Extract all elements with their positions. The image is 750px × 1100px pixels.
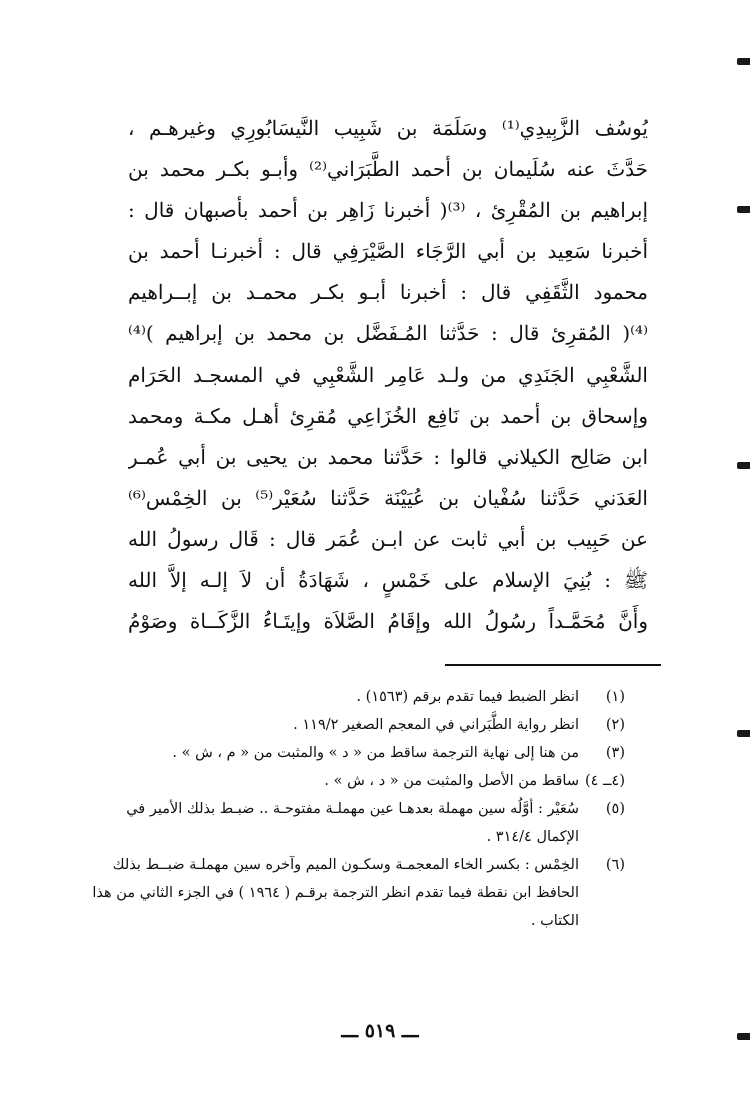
text-line: حَدَّثَ عنه سُلَيمان بن أحمد الطَّبَرَاني⁽²⁾ وأبـو بكـر محمد بن — [128, 157, 648, 182]
main-text — [128, 108, 648, 642]
footnote-text — [95, 683, 579, 711]
footnote-line: الكتاب . — [530, 913, 579, 929]
edge-mark — [737, 206, 750, 213]
footnote-separator — [445, 664, 661, 666]
footnote-line: من هنا إلى نهاية الترجمة ساقط من « د » والمثبت من « م ، ش » . — [172, 745, 579, 761]
footnote-6 — [92, 851, 625, 935]
text-line: العَدَني حَدَّثنا سُفْيان بن عُيَيْنَة حَدَّثنا سُعَيْر⁽⁵⁾ بن الخِمْس⁽⁶⁾ — [128, 485, 648, 510]
footnote-line: الإكمال ٣١٤/٤ . — [486, 829, 579, 845]
footnote-3 — [95, 739, 625, 767]
edge-mark — [737, 462, 750, 469]
footnote-2 — [95, 711, 625, 739]
text-line: ابن صَالِح الكيلاني قالوا : حَدَّثنا محمد بن يحيى بن أبي عُمـر — [128, 444, 648, 469]
text-line: يُوسُف الزَّبِيدِي⁽¹⁾ وسَلَمَة بن شَبِيب النَّيسَابُورِي وغيرهـم ، — [128, 116, 648, 140]
footnote-text — [95, 711, 579, 739]
text-line: ﷺ : بُنِيَ الإسلام على خَمْسٍ ، شَهَادَةُ أن لاَ إلـه إلاَّ الله — [128, 568, 648, 593]
text-line: عن حَبِيب بن أبي ثابت عن ابـن عُمَر قال : قَال رسولُ الله — [128, 526, 648, 551]
edge-mark — [737, 58, 750, 65]
footnotes — [92, 683, 625, 935]
text-line: ⁽⁴⁾( المُقرِئ قال : حَدَّثنا المُـفَضَّل بن محمد بن إبراهيم )⁽⁴⁾ — [128, 321, 648, 346]
footnote-1 — [95, 683, 625, 711]
text-line: إبراهيم بن المُقْرِئ ، ⁽³⁾( أخبرنا زَاهِر بن أحمد بأصبهان قال : — [128, 198, 648, 223]
footnote-number: (٣) — [605, 745, 625, 761]
footnote-line: انظر الضبط فيما تقدم برقم (١٥٦٣) . — [356, 689, 579, 705]
footnote-text — [92, 851, 579, 935]
footnote-number: (٤ــ ٤) — [584, 773, 625, 789]
footnote-text — [95, 767, 579, 795]
footnote-line: انظر رواية الطَّبَراني في المعجم الصغير ١١٩/٢ . — [293, 717, 579, 733]
text-line: أخبرنا سَعِيد بن أبي الرَّجَاء الصَّيْرَفِي قال : أخبرنـا أحمد بن — [128, 239, 648, 264]
footnote-text — [95, 795, 579, 851]
edge-mark — [737, 730, 750, 737]
footnote-line: سُعَيْر : أوَّلُه سين مهملة بعدهـا عين مهملـة مفتوحـة .. ضبـط بذلك الأمير في — [126, 801, 579, 817]
text-line: وأَنَّ مُحَمَّـداً رسُولُ الله وإقَامُ الصَّلاَة وإيتَـاءُ الزَّكَــاة وصَوْمُ — [128, 609, 648, 634]
footnote-line: الحافظ ابن نقطة فيما تقدم انظر الترجمة برقـم ( ١٩٦٤ ) في الجزء الثاني من هذا — [92, 885, 579, 901]
edge-mark — [737, 1033, 750, 1040]
footnote-line: ساقط من الأصل والمثبت من « د ، ش » . — [324, 773, 579, 789]
footnote-number: (١) — [605, 689, 625, 705]
footnote-number: (٢) — [605, 717, 625, 733]
footnote-text — [95, 739, 579, 767]
text-line: الشَّعْبِي الجَنَدِي من ولـد عَامِر الشَّعْبِي في المسجـد الحَرَام — [128, 362, 648, 387]
page-number: ـــ ٥١٩ ـــ — [341, 1020, 419, 1042]
text-line: وإسحاق بن أحمد بن نَافِع الخُزَاعِي مُقرِئ أهـل مكـة ومحمد — [128, 403, 648, 428]
footnote-line: الخِمْس : بكسر الخاء المعجمـة وسكـون الميم وآخره سين مهملـة ضبــط بذلك — [112, 857, 579, 873]
footnote-5 — [95, 795, 625, 851]
text-line: محمود الثَّقَفِي قال : أخبرنا أبـو بكـر محمـد بن إبــراهيم — [128, 280, 648, 305]
footnote-number: (٦) — [605, 857, 625, 873]
footnote-number: (٥) — [605, 801, 625, 817]
footnote-4 — [95, 767, 625, 795]
